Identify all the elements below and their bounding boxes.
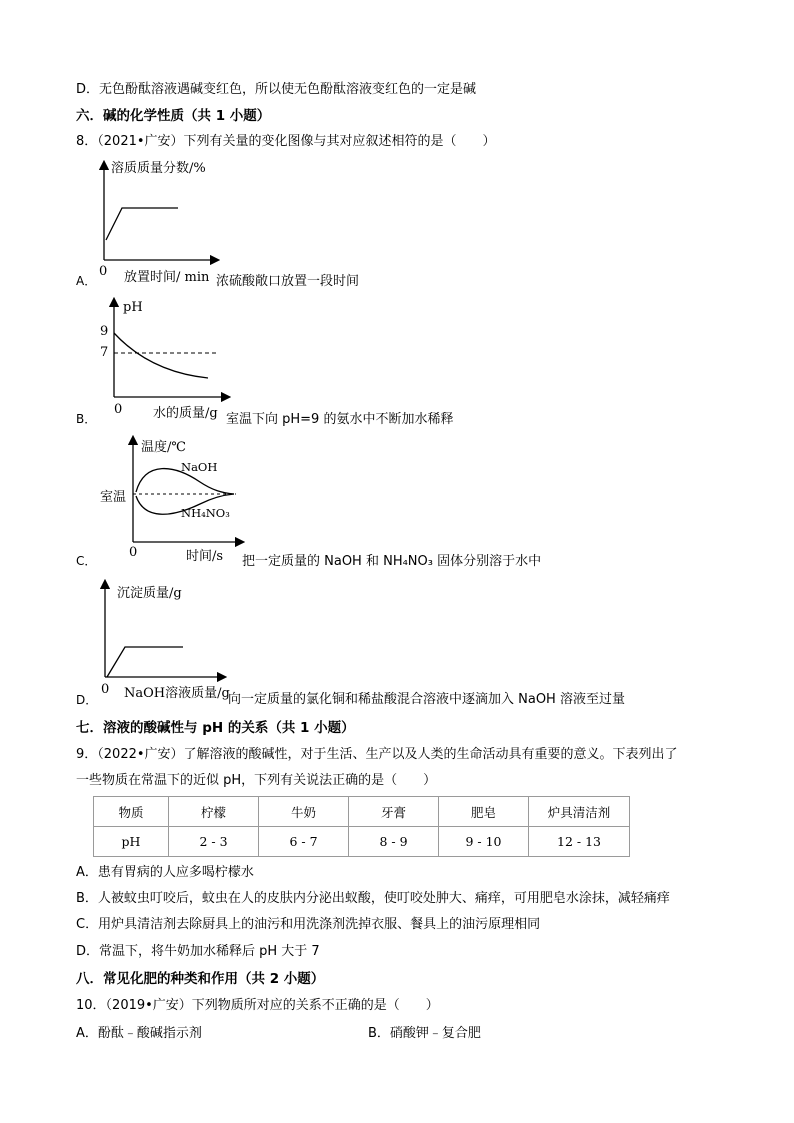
graph-d-xlabel: NaOH溶液质量/g — [124, 686, 230, 701]
table-cell: 9 - 10 — [439, 827, 529, 857]
section-6-heading: 六．碱的化学性质（共 1 小题） — [76, 108, 271, 124]
option-a-label: A． — [76, 274, 97, 288]
option-c-label: C． — [76, 554, 97, 568]
option-b-description: 室温下向 pH=9 的氨水中不断加水稀释 — [226, 412, 454, 427]
table-cell: 肥皂 — [439, 797, 529, 827]
graph-d-ylabel: 沉淀质量/g — [117, 586, 182, 601]
option-d-label: D． — [76, 693, 98, 707]
question-9-option-c: C．用炉具清洁剂去除厨具上的油污和用洗涤剂洗掉衣服、餐具上的油污原理相同 — [76, 917, 541, 932]
graph-c-room-temp-label: 室温 — [100, 490, 127, 505]
table-header-row — [94, 797, 630, 827]
graph-a-ylabel: 溶质质量分数/% — [111, 161, 206, 176]
question-9-line-1: 9．（2022•广安）了解溶液的酸碱性，对于生活、生产以及人类的生命活动具有重要的意义。下表列出了 — [76, 747, 678, 762]
graph-c-naoh-label: NaOH — [181, 460, 218, 474]
table-cell: 炉具清洁剂 — [529, 797, 630, 827]
table-cell: 6 - 7 — [259, 827, 349, 857]
graph-a-origin: 0 — [99, 264, 108, 279]
graph-c-ylabel: 温度/℃ — [141, 440, 186, 455]
graph-b-xlabel: 水的质量/g — [153, 406, 218, 421]
table-cell: 8 - 9 — [349, 827, 439, 857]
table-cell: 牛奶 — [259, 797, 349, 827]
graph-d-origin: 0 — [101, 682, 110, 697]
table-cell: 物质 — [94, 797, 169, 827]
table-cell: pH — [94, 827, 169, 857]
table-cell: 12 - 13 — [529, 827, 630, 857]
ph-table — [93, 796, 630, 857]
table-cell: 2 - 3 — [169, 827, 259, 857]
question-9-option-a: A．患有胃病的人应多喝柠檬水 — [76, 865, 254, 880]
graph-c-nh4no3-label: NH₄NO₃ — [181, 506, 230, 520]
graph-b-tick-7: 7 — [100, 345, 109, 360]
option-b-label: B． — [76, 412, 97, 426]
table-row — [94, 827, 630, 857]
table-cell: 柠檬 — [169, 797, 259, 827]
question-10-stem: 10．（2019•广安）下列物质所对应的关系不正确的是（ ） — [76, 998, 439, 1013]
graph-b-origin: 0 — [114, 402, 123, 417]
question-9-option-b: B．人被蚊虫叮咬后，蚊虫在人的皮肤内分泌出蚁酸，使叮咬处肿大、痛痒，可用肥皂水涂抹，减轻痛痒 — [76, 891, 670, 906]
option-a-description: 浓硫酸敞口放置一段时间 — [216, 274, 360, 289]
graph-a-xlabel: 放置时间/ min — [124, 270, 210, 285]
option-d-description: 向一定质量的氯化铜和稀盐酸混合溶液中逐滴加入 NaOH 溶液至过量 — [228, 692, 625, 707]
question-10-option-b: B．硝酸钾﹣复合肥 — [368, 1026, 481, 1041]
graph-c-origin: 0 — [129, 545, 138, 560]
graph-b-tick-9: 9 — [100, 324, 109, 339]
table-cell: 牙膏 — [349, 797, 439, 827]
question-8-stem: 8．（2021•广安）下列有关量的变化图像与其对应叙述相符的是（ ） — [76, 134, 496, 149]
section-7-heading: 七．溶液的酸碱性与 pH 的关系（共 1 小题） — [76, 720, 355, 736]
graph-d-curve — [107, 647, 183, 677]
graph-b-ylabel: pH — [123, 300, 143, 315]
question-9-line-2: 一些物质在常温下的近似 pH，下列有关说法正确的是（ ） — [76, 773, 437, 788]
question-10-option-a: A．酚酞﹣酸碱指示剂 — [76, 1026, 202, 1041]
graph-c-xlabel: 时间/s — [186, 549, 224, 564]
option-c-description: 把一定质量的 NaOH 和 NH₄NO₃ 固体分别溶于水中 — [242, 554, 542, 569]
prev-option-d: D．无色酚酞溶液遇碱变红色，所以使无色酚酞溶液变红色的一定是碱 — [76, 82, 477, 97]
section-8-heading: 八．常见化肥的种类和作用（共 2 小题） — [76, 971, 325, 987]
question-9-option-d: D．常温下，将牛奶加水稀释后 pH 大于 7 — [76, 944, 320, 959]
